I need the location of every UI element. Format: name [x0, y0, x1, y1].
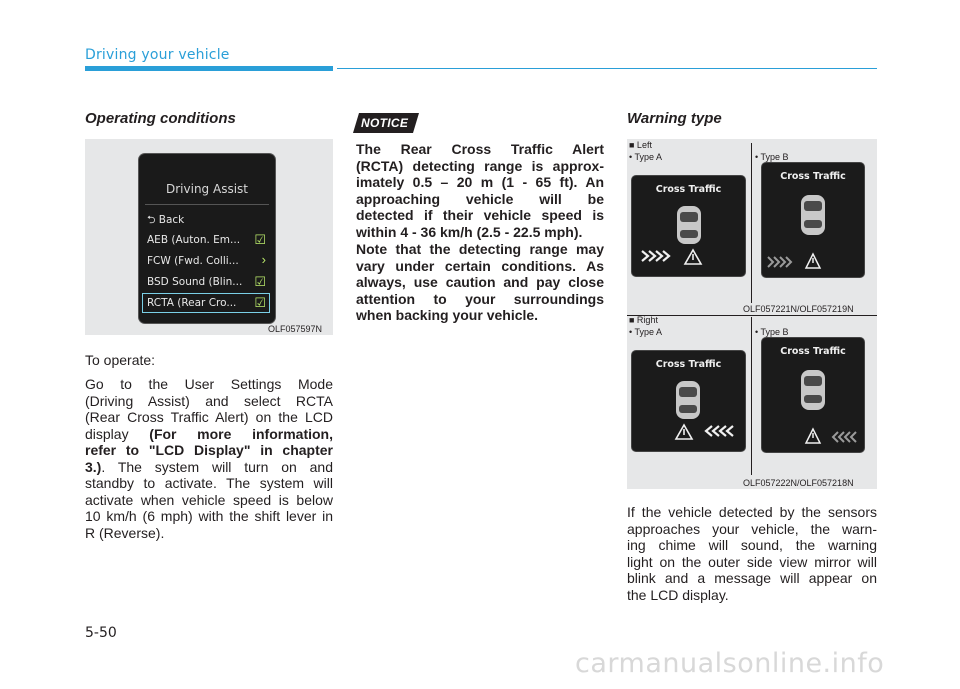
caption-top: OLF057221N/OLF057219N [743, 304, 854, 314]
back-item [147, 212, 184, 230]
notice-line: attention to your surroundings [356, 290, 604, 307]
right-type-a-screen [632, 351, 745, 451]
left-type-a-screen [632, 176, 745, 276]
type-b-label: • Type B [755, 327, 789, 337]
menu-item-aeb: AEB (Auton. Em... [147, 234, 241, 246]
chevron-right-icon: › [261, 252, 266, 267]
para-line: (Driving Assist) and select RCTA [85, 392, 333, 409]
notice-line: imately 0.5 – 20 m (1 - 65 ft). An [356, 174, 604, 190]
cross-traffic-text: Cross Traffic [780, 346, 846, 357]
operate-paragraph [85, 376, 333, 541]
para-line: activate when vehicle speed is below [85, 491, 333, 508]
warning-type-figure [627, 139, 877, 489]
warning-line: blink and a message will appear on [627, 570, 877, 586]
figure-caption: OLF057597N [268, 324, 323, 334]
notice-label: NOTICE [361, 116, 409, 130]
notice-line: (RCTA) detecting range is approx- [356, 157, 604, 174]
para-line: standby to activate. The system will [85, 475, 333, 491]
notice-line: always, use caution and pay close [356, 274, 604, 290]
car-top-icon [762, 163, 864, 277]
panel-divider-vertical [751, 143, 752, 303]
notice-badge [353, 113, 419, 133]
left-group-label: ■ Left [629, 140, 652, 150]
check-icon: ☑ [254, 232, 266, 247]
caption-bottom: OLF057222N/OLF057218N [743, 478, 854, 488]
menu-item-fcw: FCW (Fwd. Colli... [147, 255, 239, 267]
notice-paragraph-2 [356, 241, 604, 324]
screen-divider [145, 204, 269, 205]
para-line: (Rear Cross Traffic Alert) on the LCD [85, 409, 333, 425]
cross-traffic-text: Cross Traffic [655, 359, 722, 370]
back-label: Back [158, 214, 185, 226]
page-number: 5-50 [85, 625, 117, 641]
header-rule-thin [337, 68, 877, 69]
watermark: carmanualsonline.info [575, 648, 885, 679]
para-line: 10 km/h (6 mph) with the shift lever in [85, 508, 333, 524]
warning-paragraph [627, 504, 877, 603]
para-line: Go to the User Settings Mode [85, 376, 333, 392]
notice-line: The Rear Cross Traffic Alert [356, 141, 604, 157]
para-line [85, 426, 333, 443]
warning-line: approaches your vehicle, the warn- [627, 520, 877, 537]
right-group-label: ■ Right [629, 315, 658, 325]
notice-line: detected if their vehicle speed is [356, 207, 604, 223]
car-top-icon [762, 338, 864, 452]
car-top-icon [632, 351, 745, 451]
left-type-b-screen [762, 163, 864, 277]
header-rule-thick [85, 66, 333, 71]
section-header: Driving your vehicle [85, 47, 230, 63]
menu-item-rcta: RCTA (Rear Cro... [147, 297, 237, 309]
para-line [85, 459, 333, 476]
warning-type-heading: Warning type [627, 110, 722, 127]
check-icon: ☑ [254, 295, 266, 310]
warning-line: light on the outer side view mirror will [627, 553, 877, 570]
driving-assist-screen [139, 154, 275, 323]
type-a-label: • Type A [629, 152, 663, 162]
after-bold: . The system will turn on and [101, 458, 333, 475]
back-arrow-icon: ⮌ [147, 214, 156, 226]
warning-line: If the vehicle detected by the sensors [627, 504, 877, 520]
to-operate-label: To operate: [85, 352, 156, 368]
display-word: display [85, 425, 129, 442]
right-type-b-screen [762, 338, 864, 452]
screen-title: Driving Assist [166, 182, 248, 196]
notice-line: when backing your vehicle. [356, 307, 539, 323]
car-top-icon [632, 176, 745, 276]
notice-line: vary under certain conditions. As [356, 257, 604, 274]
cross-traffic-text: Cross Traffic [780, 171, 846, 182]
operating-conditions-heading: Operating conditions [85, 110, 236, 127]
bold-ref-3: 3.) [85, 458, 102, 475]
type-a-label: • Type A [629, 327, 663, 337]
cross-traffic-text: Cross Traffic [655, 184, 722, 195]
para-line: R (Reverse). [85, 524, 165, 541]
type-b-label: • Type B [755, 152, 789, 162]
warning-line: ing chime will sound, the warning [627, 537, 877, 553]
panel-divider-vertical [751, 317, 752, 475]
warning-line: the LCD display. [627, 586, 729, 603]
bold-ref-1: (For more information, [149, 425, 333, 442]
bold-ref-2: refer to "LCD Display" in chapter [85, 442, 333, 458]
notice-line: approaching vehicle will be [356, 190, 604, 207]
panel-divider-horizontal [627, 315, 877, 316]
menu-item-bsd: BSD Sound (Blin... [147, 276, 243, 288]
notice-line: within 4 - 36 km/h (2.5 - 22.5 mph). [356, 223, 583, 240]
check-icon: ☑ [254, 274, 266, 289]
notice-line: Note that the detecting range may [356, 241, 604, 257]
notice-paragraph-1 [356, 141, 604, 240]
